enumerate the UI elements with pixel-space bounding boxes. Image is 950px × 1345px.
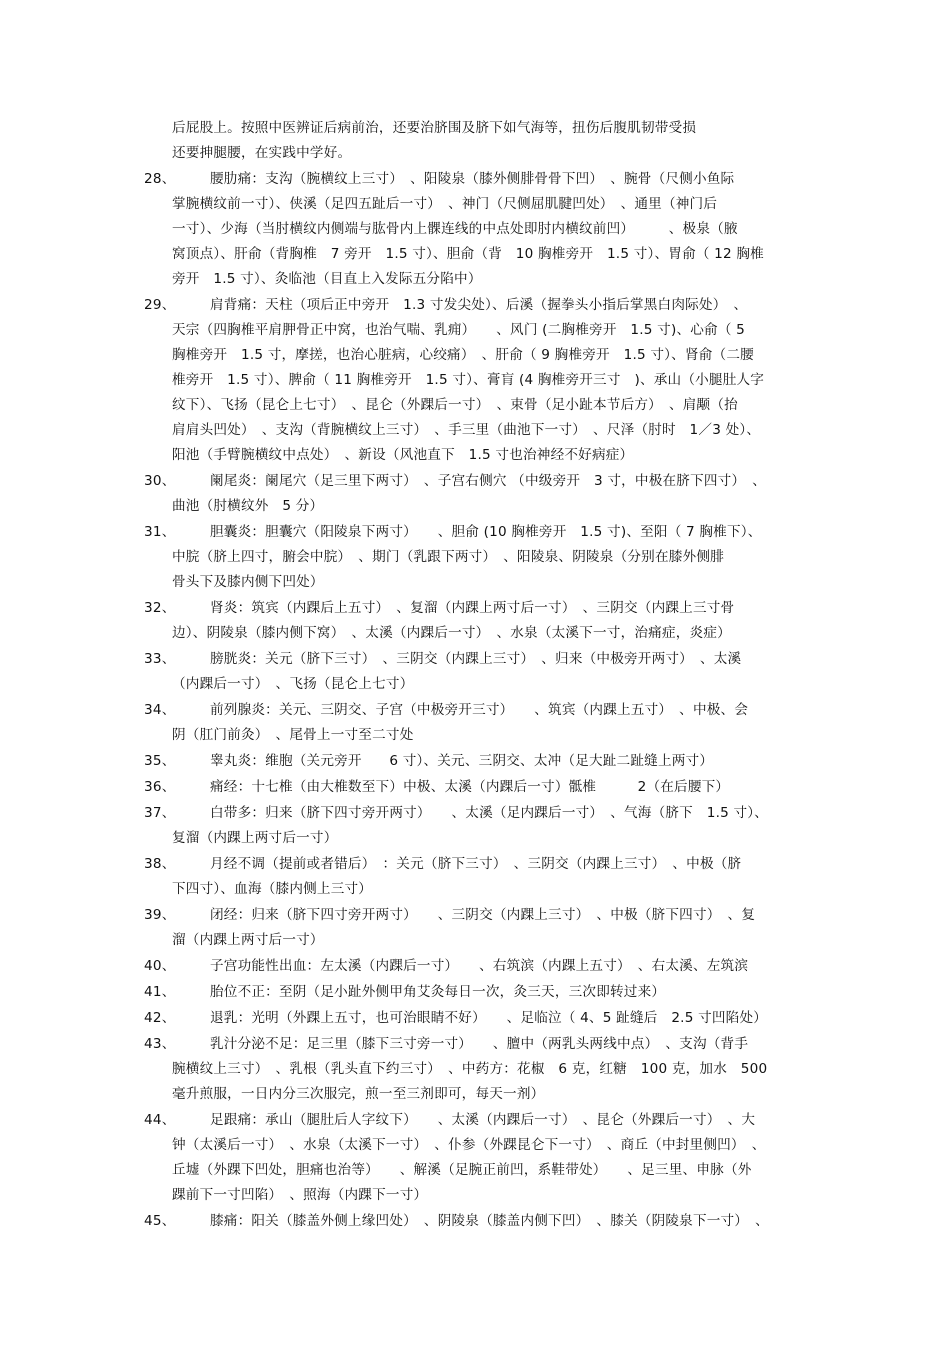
item-number: 31、	[144, 524, 176, 540]
item-number: 38、	[144, 856, 176, 872]
item-continuation-line: 边）、阴陵泉（膝内侧下窝） 、太溪（内踝后一寸） 、水泉（太溪下一寸，治痛症，炎症）	[172, 625, 731, 641]
list-item	[0, 775, 950, 800]
list-item	[0, 1209, 950, 1234]
document-body	[0, 116, 950, 1235]
item-first-line: 前列腺炎：关元、三阴交、子宫（中极旁开三寸） 、筑宾（内踝上五寸） 、中极、会	[210, 702, 749, 718]
item-number: 39、	[144, 907, 176, 923]
item-continuation-line: 复溜（内踝上两寸后一寸）	[172, 830, 338, 846]
item-continuation-line: 掌腕横纹前一寸）、侠溪（足四五趾后一寸） 、神门（尺侧屈肌腱凹处） 、通里（神门后	[172, 196, 718, 212]
item-first-line: 乳汁分泌不足：足三里（膝下三寸旁一寸） 、膻中（两乳头两线中点） 、支沟（背手	[210, 1036, 749, 1052]
item-number: 35、	[144, 753, 176, 769]
item-first-line: 子宫功能性出血：左太溪（内踝后一寸） 、右筑滨（内踝上五寸） 、右太溪、左筑滨	[210, 958, 749, 974]
item-continuation-line: 肩肩头凹处） 、支沟（背腕横纹上三寸） 、手三里（曲池下一寸） 、尺泽（肘时 1／3 处）、	[172, 422, 761, 438]
item-first-line: 月经不调（提前或者错后） ：关元（脐下三寸） 、三阴交（内踝上三寸） 、中极（脐	[210, 856, 742, 872]
intro-line: 还要抻腿腰，在实践中学好。	[172, 145, 352, 161]
item-number: 30、	[144, 473, 176, 489]
item-number: 29、	[144, 297, 176, 313]
item-continuation-line: （内踝后一寸） 、飞扬（昆仑上七寸）	[172, 676, 414, 692]
list-item	[0, 1006, 950, 1031]
item-first-line: 肩背痛：天柱（项后正中旁开 1.3 寸发尖处）、后溪（握拳头小指后掌黑白肉际处） 、	[210, 297, 748, 313]
list-item	[0, 167, 950, 292]
list-item	[0, 520, 950, 595]
item-continuation-line: 踝前下一寸凹陷） 、照海（内踝下一寸）	[172, 1187, 428, 1203]
item-first-line: 阑尾炎：阑尾穴（足三里下两寸） 、子宫右侧穴 （中级旁开 3 寸，中极在脐下四寸） 、	[210, 473, 767, 489]
list-item	[0, 293, 950, 468]
item-continuation-line: 阴（肛门前灸） 、尾骨上一寸至二寸处	[172, 727, 414, 743]
list-item	[0, 954, 950, 979]
item-first-line: 痛经：十七椎（由大椎数至下）中极、太溪（内踝后一寸）骶椎 2（在后腰下）	[210, 779, 730, 795]
item-first-line: 闭经：归来（脐下四寸旁开两寸） 、三阴交（内踝上三寸） 、中极（脐下四寸） 、复	[210, 907, 756, 923]
item-number: 28、	[144, 171, 176, 187]
item-first-line: 膝痛：阳关（膝盖外侧上缘凹处） 、阴陵泉（膝盖内侧下凹） 、膝关（阴陵泉下一寸） 、	[210, 1213, 769, 1229]
item-continuation-line: 一寸）、少海（当肘横纹内侧端与肱骨内上髁连线的中点处即肘内横纹前凹） 、极泉（腋	[172, 221, 738, 237]
list-item	[0, 852, 950, 902]
item-first-line: 肾炎：筑宾（内踝后上五寸） 、复溜（内踝上两寸后一寸） 、三阴交（内踝上三寸骨	[210, 600, 735, 616]
item-first-line: 腰肋痛：支沟（腕横纹上三寸） 、阳陵泉（膝外侧腓骨骨下凹） 、腕骨（尺侧小鱼际	[210, 171, 735, 187]
list-item	[0, 903, 950, 953]
item-continuation-line: 阳池（手臂腕横纹中点处） 、新设（风池直下 1.5 寸也治神经不好病症）	[172, 447, 634, 463]
item-continuation-line: 胸椎旁开 1.5 寸，摩搓，也治心脏病，心绞痛） 、肝俞（ 9 胸椎旁开 1.5 寸）、肾俞（二腰	[172, 347, 754, 363]
item-first-line: 睾丸炎：维胞（关元旁开 6 寸）、关元、三阴交、太冲（足大趾二趾缝上两寸）	[210, 753, 714, 769]
item-first-line: 退乳：光明（外踝上五寸，也可治眼睛不好） 、足临泣（ 4、5 趾缝后 2.5 寸凹陷处）	[210, 1010, 768, 1026]
item-continuation-line: 旁开 1.5 寸）、灸临池（目直上入发际五分陷中）	[172, 271, 482, 287]
list-item	[0, 698, 950, 748]
list-item	[0, 1108, 950, 1208]
item-continuation-line: 下四寸）、血海（膝内侧上三寸）	[172, 881, 373, 897]
item-first-line: 白带多：归来（脐下四寸旁开两寸） 、太溪（足内踝后一寸） 、气海（脐下 1.5 寸）、	[210, 805, 769, 821]
list-item	[0, 469, 950, 519]
item-first-line: 膀胱炎：关元（脐下三寸） 、三阴交（内踝上三寸） 、归来（中极旁开两寸） 、太溪	[210, 651, 742, 667]
item-continuation-line: 曲池（肘横纹外 5 分）	[172, 498, 324, 514]
item-first-line: 胆囊炎：胆囊穴（阳陵泉下两寸） 、胆俞 (10 胸椎旁开 1.5 寸)、至阳（ 7 胸椎下）、	[210, 524, 762, 540]
list-item	[0, 801, 950, 851]
item-continuation-line: 中脘（脐上四寸，腑会中脘） 、期门（乳跟下两寸） 、阳陵泉、阴陵泉（分别在膝外侧腓	[172, 549, 724, 565]
intro-paragraph	[172, 116, 812, 166]
item-continuation-line: 腕横纹上三寸） 、乳根（乳头直下约三寸） 、中药方：花椒 6 克，红糖 100 克，加水 500	[172, 1061, 768, 1077]
item-number: 45、	[144, 1213, 176, 1229]
item-number: 44、	[144, 1112, 176, 1128]
item-first-line: 胎位不正：至阴（足小趾外侧甲角艾灸每日一次，灸三天，三次即转过来）	[210, 984, 666, 1000]
item-continuation-line: 丘墟（外踝下凹处，胆痛也治等） 、解溪（足腕正前凹，系鞋带处） 、足三里、申脉（外	[172, 1162, 752, 1178]
list-item	[0, 1032, 950, 1107]
item-number: 34、	[144, 702, 176, 718]
item-number: 32、	[144, 600, 176, 616]
intro-line: 后屁股上。按照中医辨证后病前治，还要治脐围及脐下如气海等，扭伤后腹肌韧带受损	[172, 120, 697, 136]
item-number: 40、	[144, 958, 176, 974]
item-number: 36、	[144, 779, 176, 795]
acupoint-list	[0, 167, 950, 1234]
item-continuation-line: 毫升煎服，一日内分三次服完，煎一至三剂即可，每天一剂）	[172, 1086, 545, 1102]
item-first-line: 足跟痛：承山（腿肚后人字纹下） 、太溪（内踝后一寸） 、昆仑（外踝后一寸） 、大	[210, 1112, 756, 1128]
item-continuation-line: 纹下）、飞扬（昆仑上七寸） 、昆仑（外踝后一寸） 、束骨（足小趾本节后方） 、肩颙（抬	[172, 397, 738, 413]
item-continuation-line: 钟（太溪后一寸） 、水泉（太溪下一寸） 、仆参（外踝昆仑下一寸） 、商丘（中封里侧凹） 、	[172, 1137, 766, 1153]
item-number: 41、	[144, 984, 176, 1000]
list-item	[0, 749, 950, 774]
item-number: 43、	[144, 1036, 176, 1052]
item-number: 37、	[144, 805, 176, 821]
item-number: 33、	[144, 651, 176, 667]
item-continuation-line: 骨头下及膝内侧下凹处）	[172, 574, 324, 590]
item-continuation-line: 溜（内踝上两寸后一寸）	[172, 932, 324, 948]
item-continuation-line: 天宗（四胸椎平肩胛骨正中窝，也治气喘、乳痈） 、风门 (二胸椎旁开 1.5 寸)、心俞（ 5	[172, 322, 745, 338]
list-item	[0, 647, 950, 697]
list-item	[0, 980, 950, 1005]
item-number: 42、	[144, 1010, 176, 1026]
list-item	[0, 596, 950, 646]
item-continuation-line: 椎旁开 1.5 寸）、脾俞（ 11 胸椎旁开 1.5 寸）、膏肓 (4 胸椎旁开三寸 )、承山（小腿肚人字	[172, 372, 765, 388]
item-continuation-line: 窝顶点）、肝俞（背胸椎 7 旁开 1.5 寸）、胆俞（背 10 胸椎旁开 1.5 寸）、胃俞（ 12 胸椎	[172, 246, 764, 262]
